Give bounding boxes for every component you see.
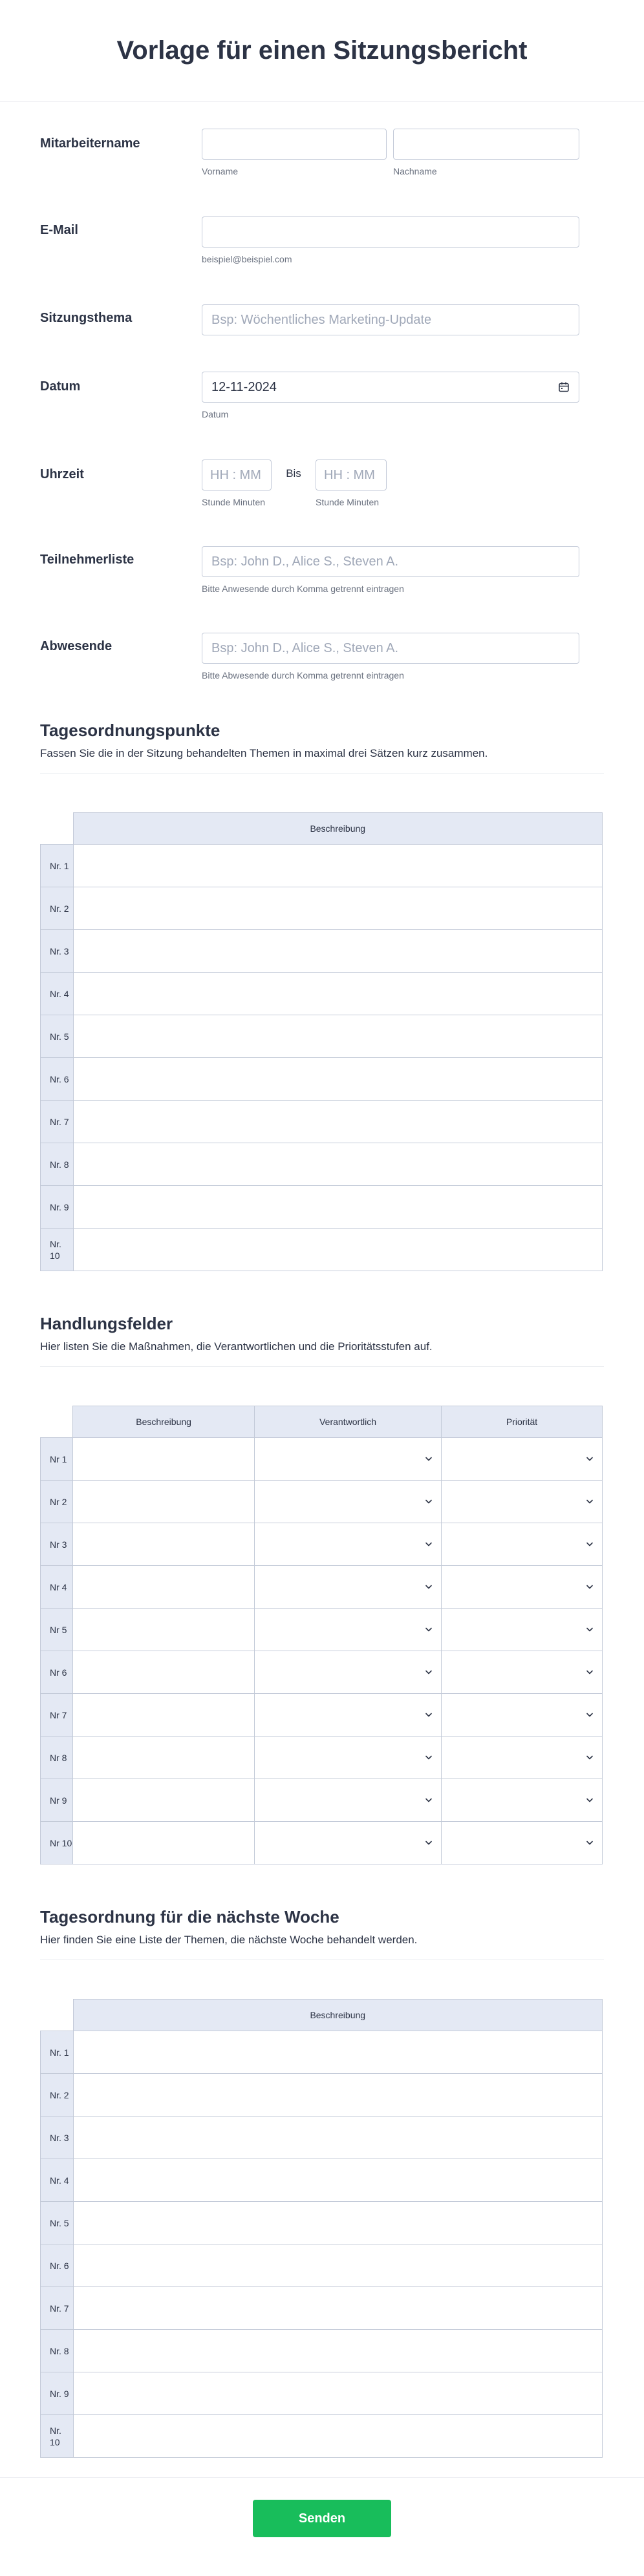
topic-label: Sitzungsthema	[40, 311, 133, 325]
actions-table-row	[41, 1609, 603, 1651]
actions-description-cell[interactable]	[73, 1523, 255, 1566]
time-separator: Bis	[286, 467, 301, 480]
next-week-description-cell[interactable]	[73, 2117, 603, 2159]
agenda-description-cell[interactable]	[73, 887, 603, 930]
agenda-row-header: Nr. 1	[41, 845, 74, 887]
time-from-sublabel: Stunde Minuten	[202, 497, 266, 507]
employee-name-label: Mitarbeitername	[40, 136, 140, 151]
absent-placeholder: Bsp: John D., Alice S., Steven A.	[211, 640, 399, 655]
agenda-table-row	[41, 930, 603, 973]
time-from-input[interactable]	[202, 459, 272, 491]
actions-description-cell[interactable]	[73, 1737, 255, 1779]
next-week-description-cell[interactable]	[73, 2330, 603, 2372]
agenda-column-header: Beschreibung	[73, 813, 603, 845]
next-week-description-cell[interactable]	[73, 2287, 603, 2330]
agenda-table-row	[41, 1101, 603, 1143]
next-week-description-cell[interactable]	[73, 2415, 603, 2458]
agenda-description-cell[interactable]	[73, 973, 603, 1015]
chevron-down-icon	[424, 1497, 433, 1506]
agenda-table-row	[41, 887, 603, 930]
agenda-row-header: Nr. 2	[41, 887, 74, 930]
actions-description: Hier listen Sie die Maßnahmen, die Verantwortlichen und die Prioritätsstufen auf.	[40, 1340, 433, 1353]
actions-table-row	[41, 1737, 603, 1779]
next-week-description-cell[interactable]	[73, 2202, 603, 2244]
next-week-description-cell[interactable]	[73, 2244, 603, 2287]
participants-label: Teilnehmerliste	[40, 553, 134, 567]
agenda-row-header: Nr. 7	[41, 1101, 74, 1143]
next-week-table-row	[41, 2117, 603, 2159]
actions-responsible-dropdown[interactable]	[255, 1822, 442, 1864]
agenda-table-row	[41, 1229, 603, 1271]
absent-row	[40, 633, 604, 681]
actions-table-row	[41, 1481, 603, 1523]
agenda-description-cell[interactable]	[73, 1101, 603, 1143]
agenda-table	[40, 812, 603, 1271]
actions-column-header: Verantwortlich	[255, 1406, 442, 1438]
next-week-divider	[40, 1959, 604, 1960]
actions-row-header: Nr 5	[41, 1609, 73, 1651]
actions-table-corner	[41, 1406, 73, 1438]
agenda-table-row	[41, 845, 603, 887]
actions-row-header: Nr 3	[41, 1523, 73, 1566]
chevron-down-icon	[424, 1667, 433, 1676]
agenda-description-cell[interactable]	[73, 845, 603, 887]
next-week-table-corner	[41, 2000, 74, 2031]
actions-table-row	[41, 1779, 603, 1822]
actions-row-header: Nr 7	[41, 1694, 73, 1737]
next-week-description: Hier finden Sie eine Liste der Themen, die nächste Woche behandelt werden.	[40, 1934, 418, 1946]
chevron-down-icon	[585, 1753, 594, 1762]
agenda-description-cell[interactable]	[73, 930, 603, 973]
agenda-description-cell[interactable]	[73, 1015, 603, 1058]
actions-priority-dropdown[interactable]	[442, 1481, 603, 1523]
email-row	[40, 216, 604, 264]
actions-responsible-dropdown[interactable]	[255, 1609, 442, 1651]
topic-placeholder: Bsp: Wöchentliches Marketing-Update	[211, 312, 432, 327]
actions-table-row	[41, 1523, 603, 1566]
absent-input[interactable]	[202, 633, 579, 664]
footer	[0, 2478, 644, 2537]
actions-section-header	[40, 1314, 604, 1353]
next-week-table-row	[41, 2330, 603, 2372]
next-week-table-row	[41, 2031, 603, 2074]
actions-priority-dropdown[interactable]	[442, 1651, 603, 1694]
actions-table-row	[41, 1651, 603, 1694]
first-name-input[interactable]	[202, 129, 387, 160]
chevron-down-icon	[585, 1667, 594, 1676]
next-week-row-header: Nr. 7	[41, 2287, 74, 2330]
absent-sublabel: Bitte Abwesende durch Komma getrennt eintragen	[202, 670, 404, 681]
actions-row-header: Nr 2	[41, 1481, 73, 1523]
chevron-down-icon	[585, 1795, 594, 1804]
chevron-down-icon	[585, 1497, 594, 1506]
time-to-placeholder: HH : MM	[324, 467, 375, 482]
chevron-down-icon	[585, 1539, 594, 1548]
chevron-down-icon	[424, 1539, 433, 1548]
time-from-placeholder: HH : MM	[210, 467, 261, 482]
date-label: Datum	[40, 379, 81, 394]
chevron-down-icon	[585, 1582, 594, 1591]
actions-table-row	[41, 1694, 603, 1737]
next-week-description-cell[interactable]	[73, 2159, 603, 2202]
chevron-down-icon	[424, 1795, 433, 1804]
next-week-description-cell[interactable]	[73, 2372, 603, 2415]
chevron-down-icon	[585, 1625, 594, 1634]
actions-priority-dropdown[interactable]	[442, 1822, 603, 1864]
email-label: E-Mail	[40, 223, 78, 237]
actions-row-header: Nr 10	[41, 1822, 73, 1864]
actions-column-header: Beschreibung	[73, 1406, 255, 1438]
date-row	[40, 372, 604, 419]
actions-responsible-dropdown[interactable]	[255, 1438, 442, 1481]
date-value: 12-11-2024	[211, 379, 277, 394]
actions-description-cell[interactable]	[73, 1822, 255, 1864]
actions-row-header: Nr 8	[41, 1737, 73, 1779]
next-week-row-header: Nr. 8	[41, 2330, 74, 2372]
last-name-sublabel: Nachname	[393, 166, 437, 176]
actions-description-cell[interactable]	[73, 1481, 255, 1523]
chevron-down-icon	[585, 1454, 594, 1463]
chevron-down-icon	[424, 1454, 433, 1463]
next-week-row-header: Nr. 6	[41, 2244, 74, 2287]
actions-priority-dropdown[interactable]	[442, 1737, 603, 1779]
next-week-table-row	[41, 2159, 603, 2202]
next-week-description-cell[interactable]	[73, 2074, 603, 2117]
time-row	[40, 459, 604, 507]
next-week-table-row	[41, 2202, 603, 2244]
agenda-row-header: Nr. 10	[41, 1229, 74, 1271]
actions-priority-dropdown[interactable]	[442, 1779, 603, 1822]
agenda-table-row	[41, 1143, 603, 1186]
actions-row-header: Nr 9	[41, 1779, 73, 1822]
actions-row-header: Nr 4	[41, 1566, 73, 1609]
topic-row	[40, 304, 604, 335]
actions-responsible-dropdown[interactable]	[255, 1523, 442, 1566]
actions-priority-dropdown[interactable]	[442, 1523, 603, 1566]
agenda-section-header	[40, 721, 604, 760]
next-week-row-header: Nr. 9	[41, 2372, 74, 2415]
next-week-table-row	[41, 2415, 603, 2458]
date-sublabel: Datum	[202, 409, 229, 419]
agenda-row-header: Nr. 3	[41, 930, 74, 973]
actions-table-row	[41, 1822, 603, 1864]
actions-responsible-dropdown[interactable]	[255, 1737, 442, 1779]
actions-heading: Handlungsfelder	[40, 1314, 173, 1333]
agenda-heading: Tagesordnungspunkte	[40, 721, 220, 740]
submit-button[interactable]: Senden	[253, 2500, 391, 2537]
agenda-row-header: Nr. 8	[41, 1143, 74, 1186]
next-week-section-header	[40, 1907, 604, 1947]
actions-row-header: Nr 6	[41, 1651, 73, 1694]
participants-sublabel: Bitte Anwesende durch Komma getrennt eintragen	[202, 584, 404, 594]
date-input[interactable]	[202, 372, 579, 403]
chevron-down-icon	[585, 1710, 594, 1719]
actions-responsible-dropdown[interactable]	[255, 1481, 442, 1523]
actions-priority-dropdown[interactable]	[442, 1566, 603, 1609]
chevron-down-icon	[424, 1582, 433, 1591]
actions-table-row	[41, 1438, 603, 1481]
agenda-row-header: Nr. 4	[41, 973, 74, 1015]
chevron-down-icon	[424, 1838, 433, 1847]
actions-table-row	[41, 1566, 603, 1609]
chevron-down-icon	[424, 1625, 433, 1634]
next-week-description-cell[interactable]	[73, 2031, 603, 2074]
agenda-table-row	[41, 1015, 603, 1058]
topic-input[interactable]	[202, 304, 579, 335]
next-week-row-header: Nr. 10	[41, 2415, 74, 2458]
next-week-table-row	[41, 2244, 603, 2287]
agenda-row-header: Nr. 9	[41, 1186, 74, 1229]
actions-description-cell[interactable]	[73, 1779, 255, 1822]
agenda-description-cell[interactable]	[73, 1229, 603, 1271]
actions-column-header: Priorität	[442, 1406, 603, 1438]
actions-divider	[40, 1366, 604, 1367]
first-name-sublabel: Vorname	[202, 166, 239, 176]
next-week-column-header: Beschreibung	[73, 2000, 603, 2031]
form-header	[0, 0, 644, 101]
agenda-table-row	[41, 973, 603, 1015]
actions-priority-dropdown[interactable]	[442, 1609, 603, 1651]
email-sublabel: beispiel@beispiel.com	[202, 254, 292, 264]
employee-name-row	[40, 129, 604, 176]
actions-responsible-dropdown[interactable]	[255, 1651, 442, 1694]
agenda-table-corner	[41, 813, 74, 845]
actions-description-cell[interactable]	[73, 1438, 255, 1481]
participants-row	[40, 546, 604, 594]
next-week-table-row	[41, 2074, 603, 2117]
actions-responsible-dropdown[interactable]	[255, 1566, 442, 1609]
agenda-row-header: Nr. 6	[41, 1058, 74, 1101]
next-week-table-row	[41, 2287, 603, 2330]
time-to-sublabel: Stunde Minuten	[316, 497, 380, 507]
agenda-description: Fassen Sie die in der Sitzung behandelten Themen in maximal drei Sätzen kurz zusammen.	[40, 747, 488, 759]
participants-placeholder: Bsp: John D., Alice S., Steven A.	[211, 554, 399, 569]
calendar-icon[interactable]	[558, 381, 570, 393]
agenda-description-cell[interactable]	[73, 1186, 603, 1229]
next-week-table-row	[41, 2372, 603, 2415]
last-name-input[interactable]	[393, 129, 579, 160]
actions-description-cell[interactable]	[73, 1566, 255, 1609]
email-input[interactable]	[202, 216, 579, 248]
form-body	[0, 129, 644, 2458]
next-week-table	[40, 1999, 603, 2458]
next-week-row-header: Nr. 2	[41, 2074, 74, 2117]
next-week-row-header: Nr. 1	[41, 2031, 74, 2074]
actions-responsible-dropdown[interactable]	[255, 1779, 442, 1822]
absent-label: Abwesende	[40, 639, 113, 653]
actions-row-header: Nr 1	[41, 1438, 73, 1481]
next-week-heading: Tagesordnung für die nächste Woche	[40, 1907, 339, 1927]
agenda-description-cell[interactable]	[73, 1058, 603, 1101]
agenda-row-header: Nr. 5	[41, 1015, 74, 1058]
chevron-down-icon	[424, 1753, 433, 1762]
agenda-table-row	[41, 1058, 603, 1101]
next-week-row-header: Nr. 3	[41, 2117, 74, 2159]
time-to-input[interactable]	[316, 459, 387, 491]
chevron-down-icon	[585, 1838, 594, 1847]
next-week-row-header: Nr. 5	[41, 2202, 74, 2244]
actions-priority-dropdown[interactable]	[442, 1694, 603, 1737]
next-week-row-header: Nr. 4	[41, 2159, 74, 2202]
actions-priority-dropdown[interactable]	[442, 1438, 603, 1481]
time-label: Uhrzeit	[40, 467, 84, 481]
actions-description-cell[interactable]	[73, 1651, 255, 1694]
actions-description-cell[interactable]	[73, 1609, 255, 1651]
actions-description-cell[interactable]	[73, 1694, 255, 1737]
chevron-down-icon	[424, 1710, 433, 1719]
actions-table	[40, 1406, 603, 1864]
agenda-description-cell[interactable]	[73, 1143, 603, 1186]
participants-input[interactable]	[202, 546, 579, 577]
page-title: Vorlage für einen Sitzungsbericht	[116, 36, 528, 65]
agenda-table-row	[41, 1186, 603, 1229]
actions-responsible-dropdown[interactable]	[255, 1694, 442, 1737]
agenda-divider	[40, 773, 604, 774]
